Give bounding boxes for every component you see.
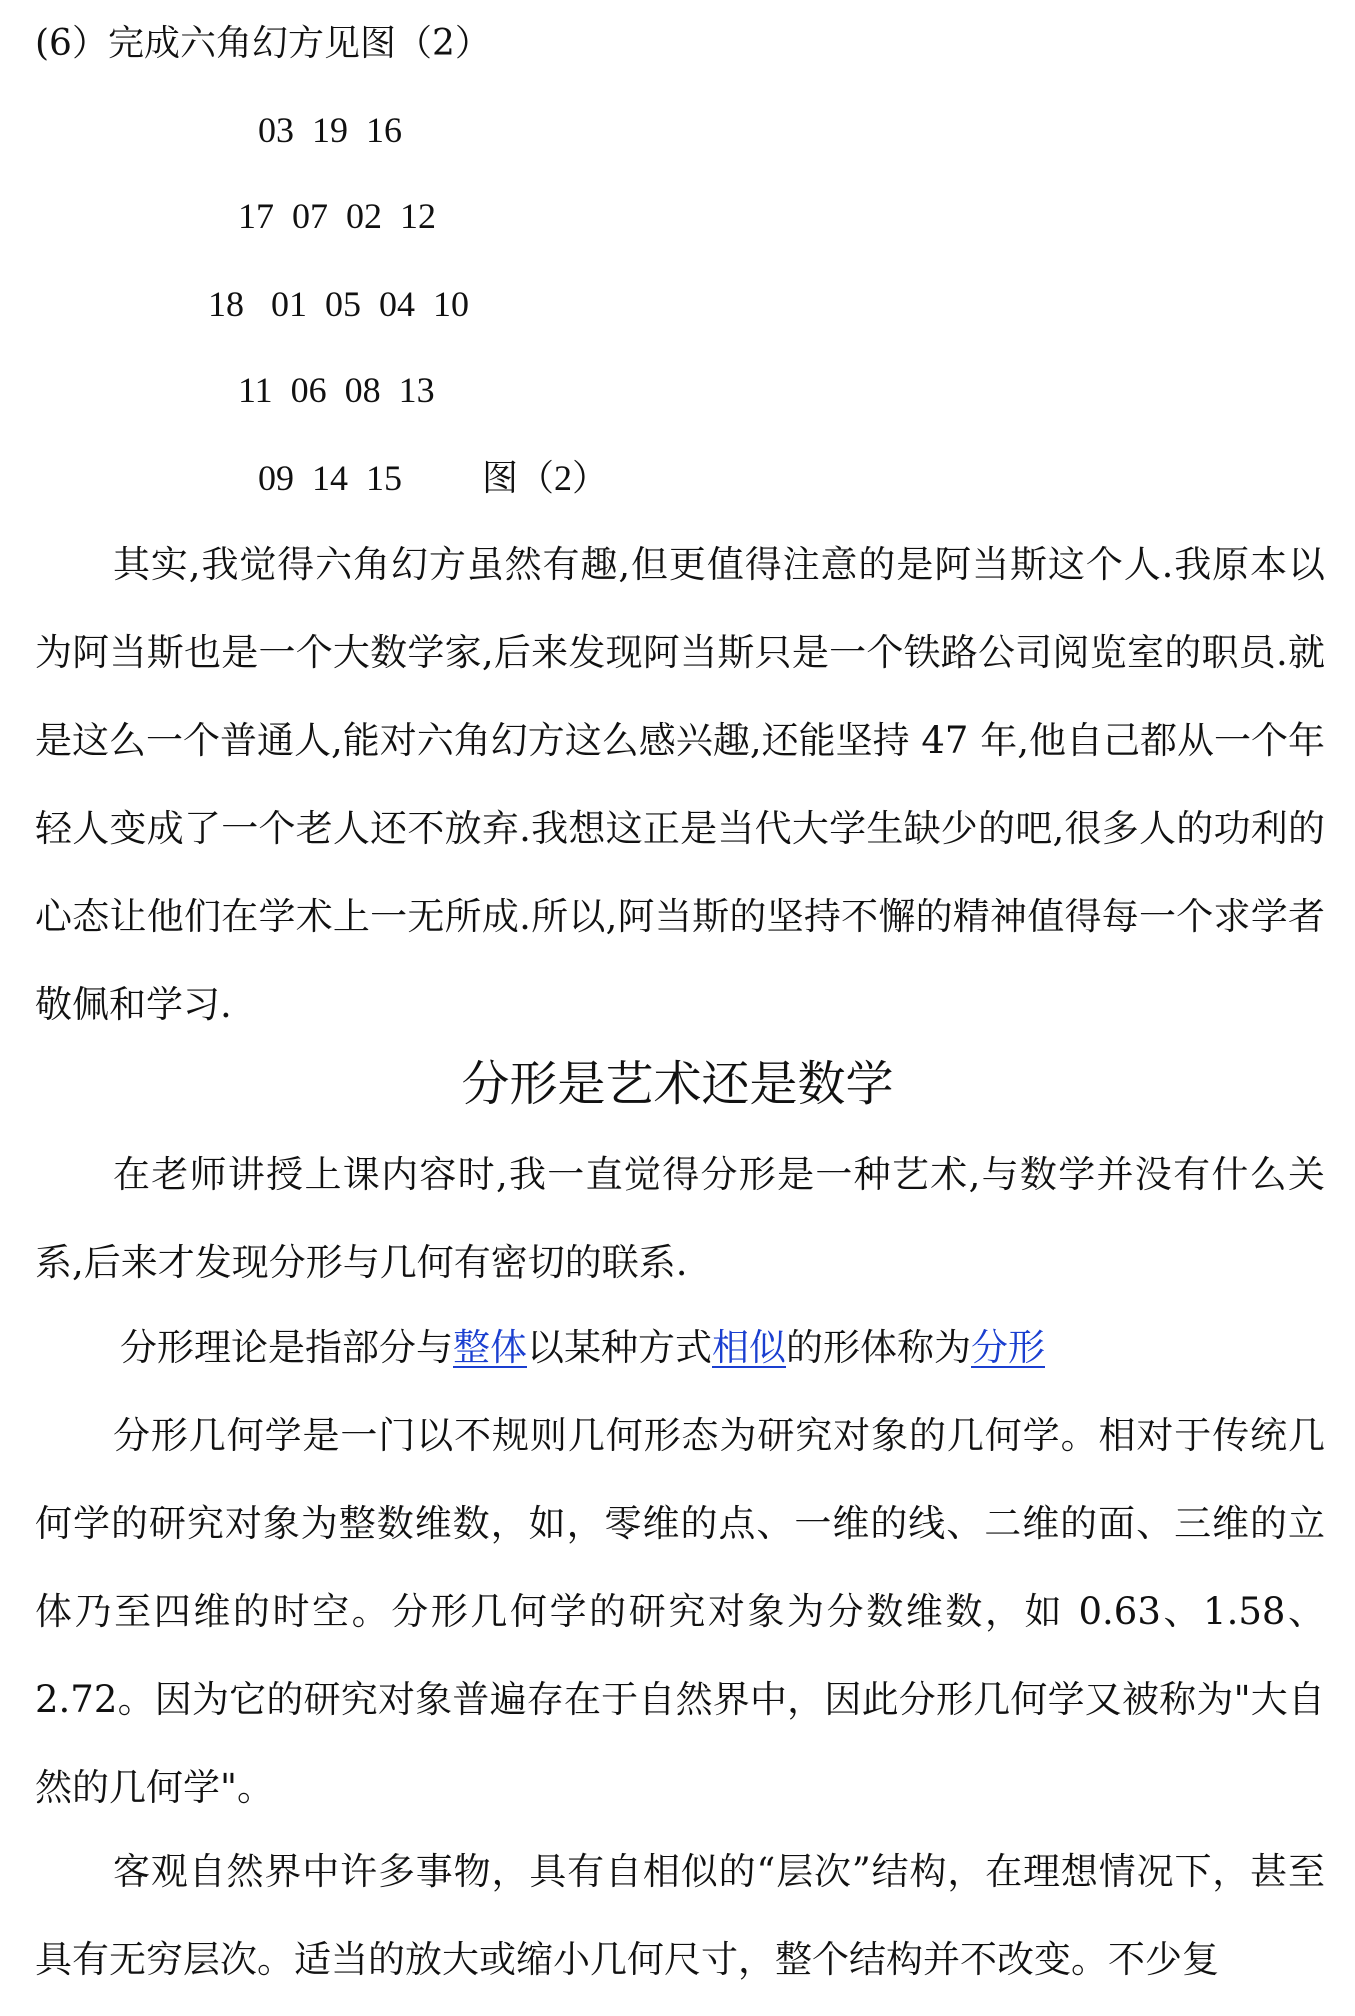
definition-mid1: 以某种方式 <box>527 1326 712 1369</box>
paragraph-fractal-geometry: 分形几何学是一门以不规则几何形态为研究对象的几何学。相对于传统几何学的研究对象为整数维数，如，零维的点、一维的线、二维的面、三维的立体乃至四维的时空。分形几何学的研究对象为分数维数，如 0.63、1.58、2.72。因为它的研究对象普遍存在于自然界中，因此分形几何学又被称为"大自然的几何学"。 <box>35 1414 1325 1809</box>
magic-square-row-3: 18 01 05 04 10 <box>208 284 469 324</box>
magic-square-row-5: 09 14 15 <box>258 458 402 498</box>
link-similar[interactable]: 相似 <box>712 1326 786 1369</box>
definition-mid2: 的形体称为 <box>786 1326 971 1369</box>
magic-square-row-1: 03 19 16 <box>258 110 402 150</box>
paragraph-adams: 其实,我觉得六角幻方虽然有趣,但更值得注意的是阿当斯这个人.我原本以为阿当斯也是一个大数学家,后来发现阿当斯只是一个铁路公司阅览室的职员.就是这么一个普通人,能对六角幻方这么感兴趣,还能坚持 47 年,他自己都从一个年轻人变成了一个老人还不放弃.我想这正是当代大学生缺少的吧,很多人的功利的心态让他们在学术上一无所成.所以,阿当斯的坚持不懈的精神值得每一个求学者敬佩和学习. <box>35 543 1325 1026</box>
link-whole[interactable]: 整体 <box>453 1326 527 1369</box>
definition-prefix: 分形理论是指部分与 <box>120 1326 453 1369</box>
magic-square-row-4: 11 06 08 13 <box>238 370 435 410</box>
section-title: 分形是艺术还是数学 <box>461 1056 894 1112</box>
section-heading-6: (6）完成六角幻方见图（2） <box>35 23 491 64</box>
figure-label: 图（2） <box>482 458 609 498</box>
link-fractal[interactable]: 分形 <box>971 1326 1045 1369</box>
paragraph-fractal-intro: 在老师讲授上课内容时,我一直觉得分形是一种艺术,与数学并没有什么关系,后来才发现分形与几何有密切的联系. <box>35 1153 1325 1284</box>
paragraph-fractal-definition <box>120 1304 1325 1392</box>
magic-square-row-2: 17 07 02 12 <box>238 196 436 236</box>
paragraph-self-similarity: 客观自然界中许多事物，具有自相似的“层次”结构，在理想情况下，甚至具有无穷层次。适当的放大或缩小几何尺寸，整个结构并不改变。不少复 <box>35 1850 1325 1981</box>
